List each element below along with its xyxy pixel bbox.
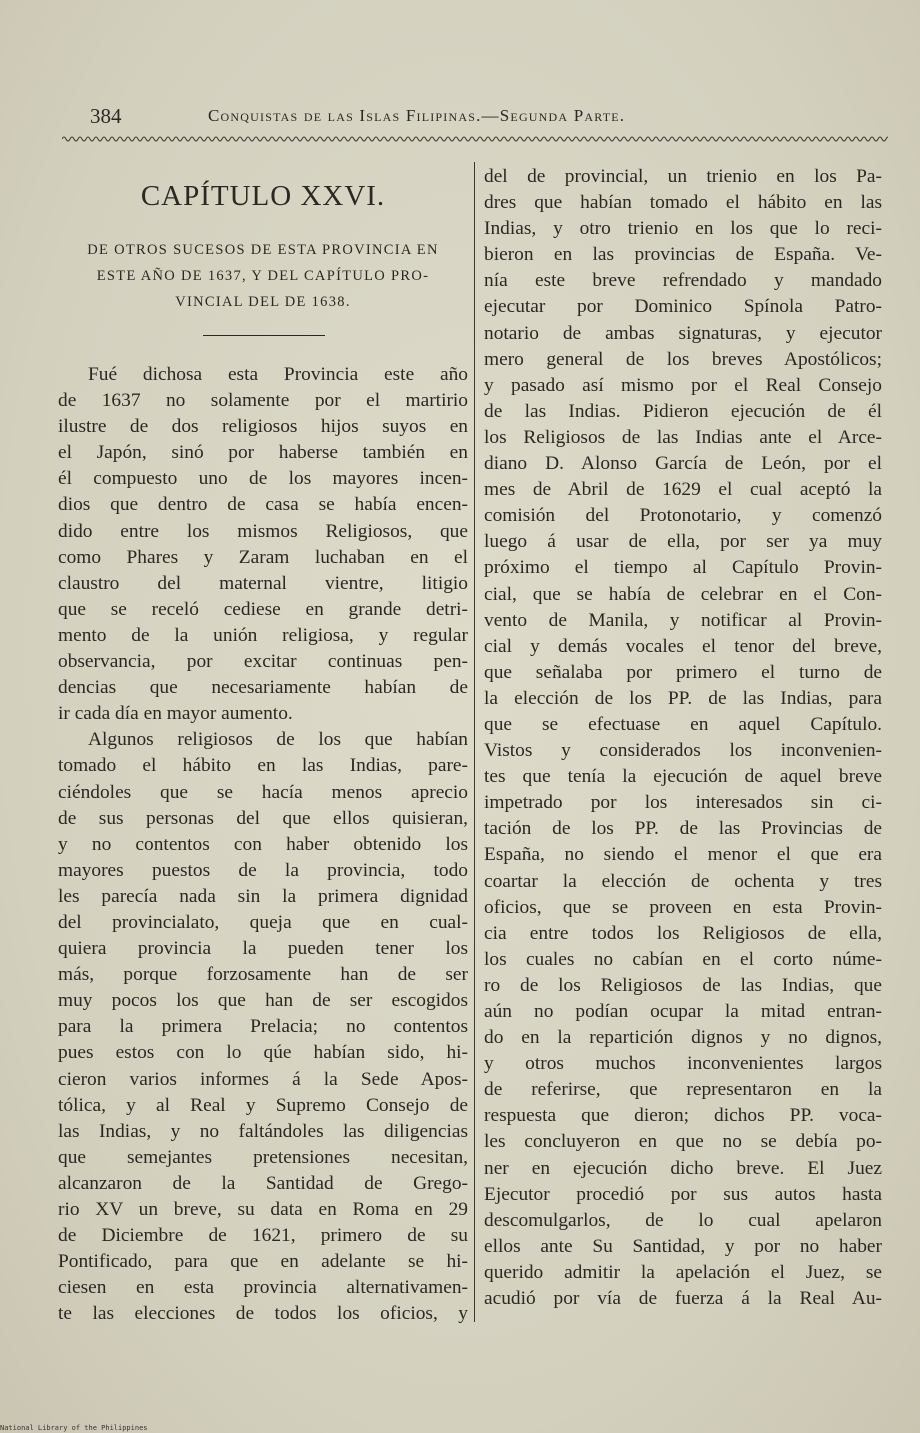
text-line: impetrado por los interesados sin ci- — [484, 792, 882, 814]
text-line: do en la repartición dignos y no dignos, — [484, 1027, 882, 1049]
text-line: notario de ambas signaturas, y ejecutor — [484, 322, 882, 344]
text-line: Algunos religiosos de los que habían — [88, 729, 468, 751]
text-line: como Phares y Zaram luchaban en el — [58, 546, 468, 568]
text-line: dido entre los mismos Religiosos, que — [58, 520, 468, 542]
text-line: ellos ante Su Santidad, y por no haber — [484, 1235, 882, 1257]
right-column-text — [484, 164, 882, 1312]
text-line: muy pocos los que han de ser escogidos — [58, 990, 468, 1012]
text-line: querido admitir la apelación el Juez, se — [484, 1261, 882, 1283]
left-column-text — [58, 362, 468, 1327]
library-watermark: National Library of the Philippines — [0, 1424, 148, 1432]
text-line: ciéndoles que se hacía menos aprecio — [58, 781, 468, 803]
text-line: del de provincial, un trienio en los Pa- — [484, 166, 882, 187]
text-line: cieron varios informes á la Sede Apos- — [58, 1068, 468, 1090]
text-line: les concluyeron en que no se debía po- — [484, 1131, 882, 1153]
text-line: ir cada día en mayor aumento. — [58, 703, 293, 725]
text-line: comisión del Protonotario, y comenzó — [484, 505, 882, 527]
text-line: cial, que se había de celebrar en el Con- — [484, 583, 882, 605]
text-line: ro de los Religiosos de las Indias, que — [484, 974, 882, 996]
text-line: próximo el tiempo al Capítulo Provin- — [484, 557, 882, 579]
text-line: y pasado así mismo por el Real Consejo — [484, 374, 882, 396]
text-line: que se efectuase en aquel Capítulo. — [484, 713, 882, 735]
text-line: Ejecutor procedió por sus autos hasta — [484, 1183, 882, 1205]
column-divider — [474, 162, 475, 1322]
text-line: y no contentos con haber obtenido los — [58, 833, 468, 855]
text-line: cial y demás vocales el tenor del breve, — [484, 635, 882, 657]
text-line: te las elecciones de todos los oficios, y — [58, 1303, 468, 1325]
text-line: para la primera Prelacia; no contentos — [58, 1016, 468, 1038]
text-line: de Diciembre de 1621, primero de su — [58, 1225, 468, 1247]
text-line: los cuales no cabían en el corto núme- — [484, 948, 882, 970]
text-line: ejecutar por Dominico Spínola Patro- — [484, 296, 882, 318]
text-line: Vistos y considerados los inconvenien- — [484, 740, 882, 762]
text-line: tólica, y al Real y Supremo Consejo de — [58, 1094, 468, 1116]
text-line: de las Indias. Pidieron ejecución de él — [484, 400, 882, 422]
text-line: que semejantes pretensiones necesitan, — [58, 1146, 468, 1168]
right-column — [484, 164, 882, 1312]
text-line: Indias, y otro trienio en los que lo reci- — [484, 218, 882, 240]
subtitle-line: VINCIAL DEL DE 1638. — [175, 294, 351, 310]
text-line: observancia, por excitar continuas pen- — [58, 651, 468, 673]
wavy-rule — [62, 134, 888, 144]
text-line: ciesen en esta provincia alternativamen- — [58, 1277, 468, 1299]
text-line: tación de los PP. de las Provincias de — [484, 818, 882, 840]
text-line: de referirse, que representaron en la — [484, 1079, 882, 1101]
text-line: les parecía nada sin la primera dignidad — [58, 885, 468, 907]
text-line: y otros muchos inconvenientes largos — [484, 1053, 882, 1075]
chapter-title: CAPÍTULO XXVI. — [140, 180, 386, 212]
text-line: oficios, que se proveen en esta Provin- — [484, 896, 882, 918]
text-line: los Religiosos de las Indias ante el Arce- — [484, 426, 882, 448]
text-line: ner en ejecución dicho breve. El Juez — [484, 1157, 882, 1179]
left-column — [58, 176, 468, 1327]
subtitle-divider — [203, 335, 325, 336]
text-line: dres que habían tomado el hábito en las — [484, 192, 882, 214]
text-line: más, porque forzosamente han de ser — [58, 964, 468, 986]
text-line: coartar la elección de ochenta y tres — [484, 870, 882, 892]
text-line: que se receló cediese en grande detri- — [58, 598, 468, 620]
text-line: tes que tenía la ejecución de aquel breve — [484, 766, 882, 788]
text-line: de 1637 no solamente por el martirio — [58, 390, 468, 412]
text-line: mes de Abril de 1629 el cual aceptó la — [484, 479, 882, 501]
text-line: luego á usar de ella, por ser ya muy — [484, 531, 882, 553]
text-line: descomulgarlos, de lo cual apelaron — [484, 1209, 882, 1231]
text-line: respuesta que dieron; dichos PP. voca- — [484, 1105, 882, 1127]
text-line: ilustre de dos religiosos hijos suyos en — [58, 416, 468, 438]
text-line: aún no podían ocupar la mitad entran- — [484, 1001, 882, 1022]
text-line: vento de Manila, y notificar al Provin- — [484, 609, 882, 631]
text-line: tomado el hábito en las Indias, pare- — [58, 755, 468, 777]
text-line: mento de la unión religiosa, y regular — [58, 624, 468, 646]
text-line: cia entre todos los Religiosos de ella, — [484, 922, 882, 944]
text-line: alcanzaron de la Santidad de Grego- — [58, 1172, 468, 1194]
text-line: del provincialato, queja que en cual- — [58, 911, 468, 933]
text-line: claustro del maternal vientre, litigio — [58, 572, 468, 594]
subtitle-line: ESTE AÑO DE 1637, Y DEL CAPÍTULO PRO- — [96, 268, 430, 284]
text-line: Fué dichosa esta Provincia este año — [88, 364, 468, 385]
text-line: él compuesto uno de los mayores incen- — [58, 468, 468, 490]
text-line: diano D. Alonso García de León, por el — [484, 453, 882, 475]
text-line: dencias que necesariamente habían de — [58, 677, 468, 699]
text-line: España, no siendo el menor el que era — [484, 844, 882, 866]
text-line: nía este breve refrendado y mandado — [484, 270, 882, 292]
text-line: pues estos con lo qúe habían sido, hi- — [58, 1042, 468, 1064]
subtitle-line: DE OTROS SUCESOS DE ESTA PROVINCIA EN — [87, 242, 439, 258]
page-header — [84, 104, 784, 134]
text-line: que señalaba por primero el turno de — [484, 661, 882, 683]
chapter-subtitle — [58, 237, 468, 315]
text-line: mero general de los breves Apostólicos; — [484, 348, 882, 370]
text-line: las Indias, y no faltándoles las diligencias — [58, 1120, 468, 1142]
text-line: Pontificado, para que en adelante se hi- — [58, 1251, 468, 1273]
page-number: 384 — [90, 104, 122, 128]
text-line: la elección de los PP. de las Indias, para — [484, 687, 882, 709]
text-line: quiera provincia la pueden tener los — [58, 938, 468, 960]
text-line: acudió por vía de fuerza á la Real Au- — [484, 1288, 882, 1310]
text-line: rio XV un breve, su data en Roma en 29 — [58, 1199, 468, 1220]
running-title: Conquistas de las Islas Filipinas.—Segunda Parte. — [208, 106, 626, 125]
text-line: de sus personas del que ellos quisieran, — [58, 807, 468, 829]
text-line: el Japón, sinó por haberse también en — [58, 442, 468, 464]
text-line: bieron en las provincias de España. Ve- — [484, 244, 882, 266]
text-line: mayores puestos de la provincia, todo — [58, 859, 468, 881]
text-line: dios que dentro de casa se había encen- — [58, 494, 468, 516]
